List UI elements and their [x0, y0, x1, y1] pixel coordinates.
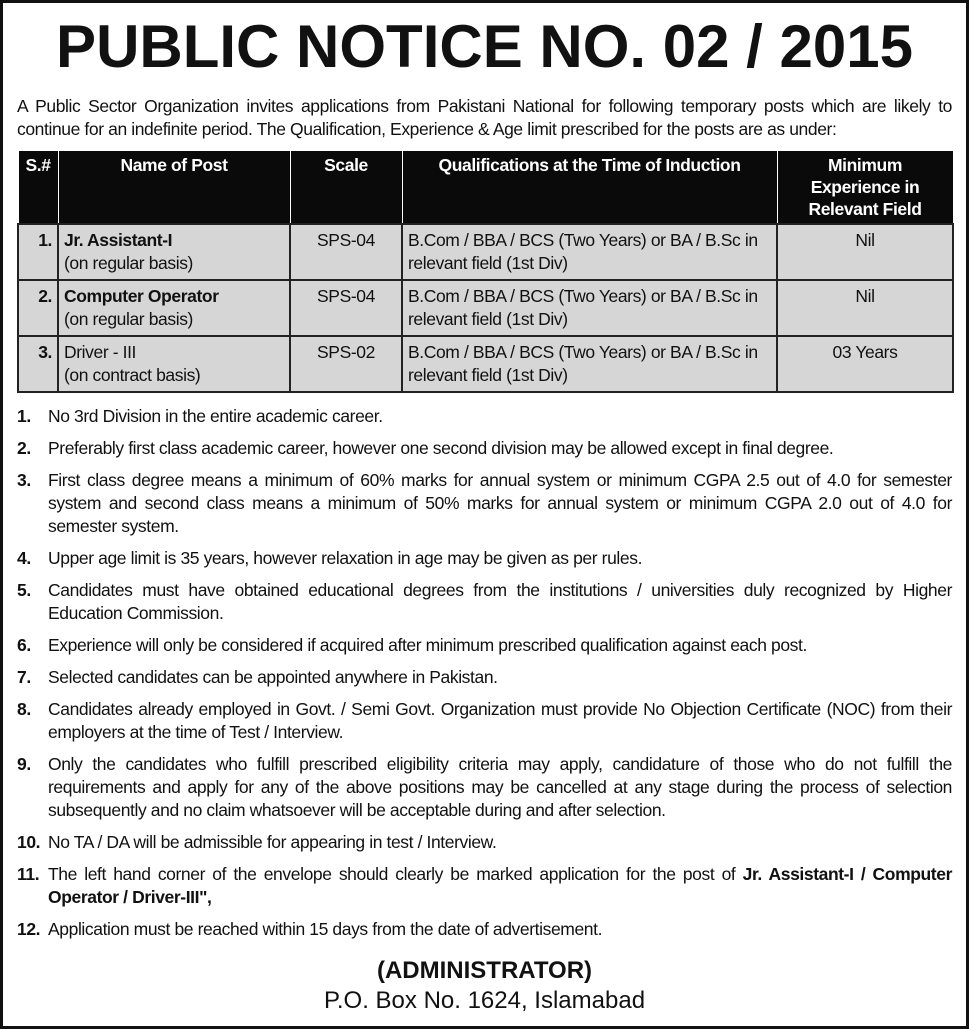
list-item — [17, 634, 952, 657]
row-sn: 3. — [18, 336, 58, 392]
row-qualification: B.Com / BBA / BCS (Two Years) or BA / B.Sc in relevant field (1st Div) — [402, 336, 777, 392]
item-text — [48, 698, 952, 744]
row-post — [58, 224, 290, 280]
conditions-list — [17, 405, 952, 950]
post-name: Jr. Assistant-I — [64, 230, 173, 250]
list-item — [17, 405, 952, 428]
header-experience: Minimum Experience in Relevant Field — [777, 151, 953, 224]
row-qualification: B.Com / BBA / BCS (Two Years) or BA / B.Sc in relevant field (1st Div) — [402, 280, 777, 336]
table-row — [18, 336, 953, 392]
item-number: 3. — [17, 470, 31, 490]
item-number: 7. — [17, 667, 31, 687]
list-item — [17, 547, 952, 570]
item-number: 8. — [17, 699, 31, 719]
list-item — [17, 753, 952, 822]
post-name: Driver - III — [64, 342, 137, 362]
header-post: Name of Post — [58, 151, 290, 224]
row-scale: SPS-04 — [290, 280, 402, 336]
item-number: 10. — [17, 832, 41, 852]
table-row — [18, 280, 953, 336]
item-body: First class degree means a minimum of 60% marks for annual system or minimum CGPA 2.5 out of 4.0 for semester system and second class means a minimum of 50% marks for annual system or minimum CGPA 2.0 out of 4.0 for semester system. — [48, 470, 952, 536]
item-body: Selected candidates can be appointed anywhere in Pakistan. — [48, 667, 498, 687]
posts-table — [17, 151, 954, 393]
row-qualification: B.Com / BBA / BCS (Two Years) or BA / B.Sc in relevant field (1st Div) — [402, 224, 777, 280]
item-body: Experience will only be considered if acquired after minimum prescribed qualification against each post. — [48, 635, 807, 655]
post-basis: (on regular basis) — [64, 309, 193, 329]
item-body: Only the candidates who fulfill prescribed eligibility criteria may apply, candidature of those who do not fulfill the requirements and apply for any of the above positions may be cancelled at any stage during the process of selection subsequently and no claim whatsoever will be acceptable during and after selection. — [48, 754, 952, 820]
item-body: Upper age limit is 35 years, however relaxation in age may be given as per rules. — [48, 548, 643, 568]
item-bold: Jr. Assistant-I / Computer Operator / Driver-III", — [48, 864, 952, 907]
post-name: Computer Operator — [64, 286, 219, 306]
item-body: Candidates must have obtained educational degrees from the institutions / universities duly recognized by Higher Education Commission. — [48, 580, 952, 623]
address: P.O. Box No. 1624, Islamabad — [323, 987, 646, 1014]
item-number: 4. — [17, 548, 31, 568]
item-body: The left hand corner of the envelope should clearly be marked application for the post of — [48, 864, 736, 884]
item-text — [48, 405, 952, 428]
intro-paragraph: A Public Sector Organization invites applications from Pakistani National for following temporary posts which are likely to continue for an indefinite period. The Qualification, Experience & Age limit prescribed for the posts are as under: — [17, 96, 952, 139]
header-sn: S.# — [18, 151, 58, 224]
post-basis: (on regular basis) — [64, 253, 193, 273]
item-body: No TA / DA will be admissible for appearing in test / Interview. — [48, 832, 497, 852]
list-item — [17, 831, 952, 854]
item-number: 1. — [17, 406, 31, 426]
item-text — [48, 753, 952, 822]
item-text — [48, 579, 952, 625]
list-item — [17, 666, 952, 689]
row-experience: 03 Years — [777, 336, 953, 392]
item-number: 2. — [17, 438, 31, 458]
post-basis: (on contract basis) — [64, 365, 201, 385]
item-number: 5. — [17, 580, 31, 600]
header-scale: Scale — [290, 151, 402, 224]
header-qualification: Qualifications at the Time of Induction — [402, 151, 777, 224]
item-text — [48, 666, 952, 689]
table-row — [18, 224, 953, 280]
item-body: Preferably first class academic career, however one second division may be allowed except in final degree. — [48, 438, 834, 458]
list-item — [17, 698, 952, 744]
item-text — [48, 437, 952, 460]
row-sn: 1. — [18, 224, 58, 280]
list-item — [17, 469, 952, 538]
list-item — [17, 918, 952, 941]
list-item — [17, 863, 952, 909]
list-item — [17, 437, 952, 460]
table-header-row — [18, 151, 953, 224]
item-number: 6. — [17, 635, 31, 655]
item-number: 11. — [17, 864, 40, 884]
notice-title: PUBLIC NOTICE NO. 02 / 2015 — [56, 13, 913, 80]
row-experience: Nil — [777, 224, 953, 280]
item-body: Candidates already employed in Govt. / Semi Govt. Organization must provide No Objection Certificate (NOC) from their employers at the time of Test / Interview. — [48, 699, 952, 742]
item-number: 9. — [17, 754, 31, 774]
item-text — [48, 469, 952, 538]
row-experience: Nil — [777, 280, 953, 336]
row-scale: SPS-02 — [290, 336, 402, 392]
item-text — [48, 547, 952, 570]
item-text — [48, 831, 952, 854]
row-sn: 2. — [18, 280, 58, 336]
item-text — [48, 634, 952, 657]
item-text — [48, 918, 952, 941]
row-scale: SPS-04 — [290, 224, 402, 280]
list-item — [17, 579, 952, 625]
item-body: No 3rd Division in the entire academic career. — [48, 406, 383, 426]
row-post — [58, 280, 290, 336]
row-post — [58, 336, 290, 392]
item-text — [48, 863, 952, 909]
signatory: (ADMINISTRATOR) — [376, 957, 593, 984]
item-body: Application must be reached within 15 days from the date of advertisement. — [48, 919, 603, 939]
item-number: 12. — [17, 919, 41, 939]
